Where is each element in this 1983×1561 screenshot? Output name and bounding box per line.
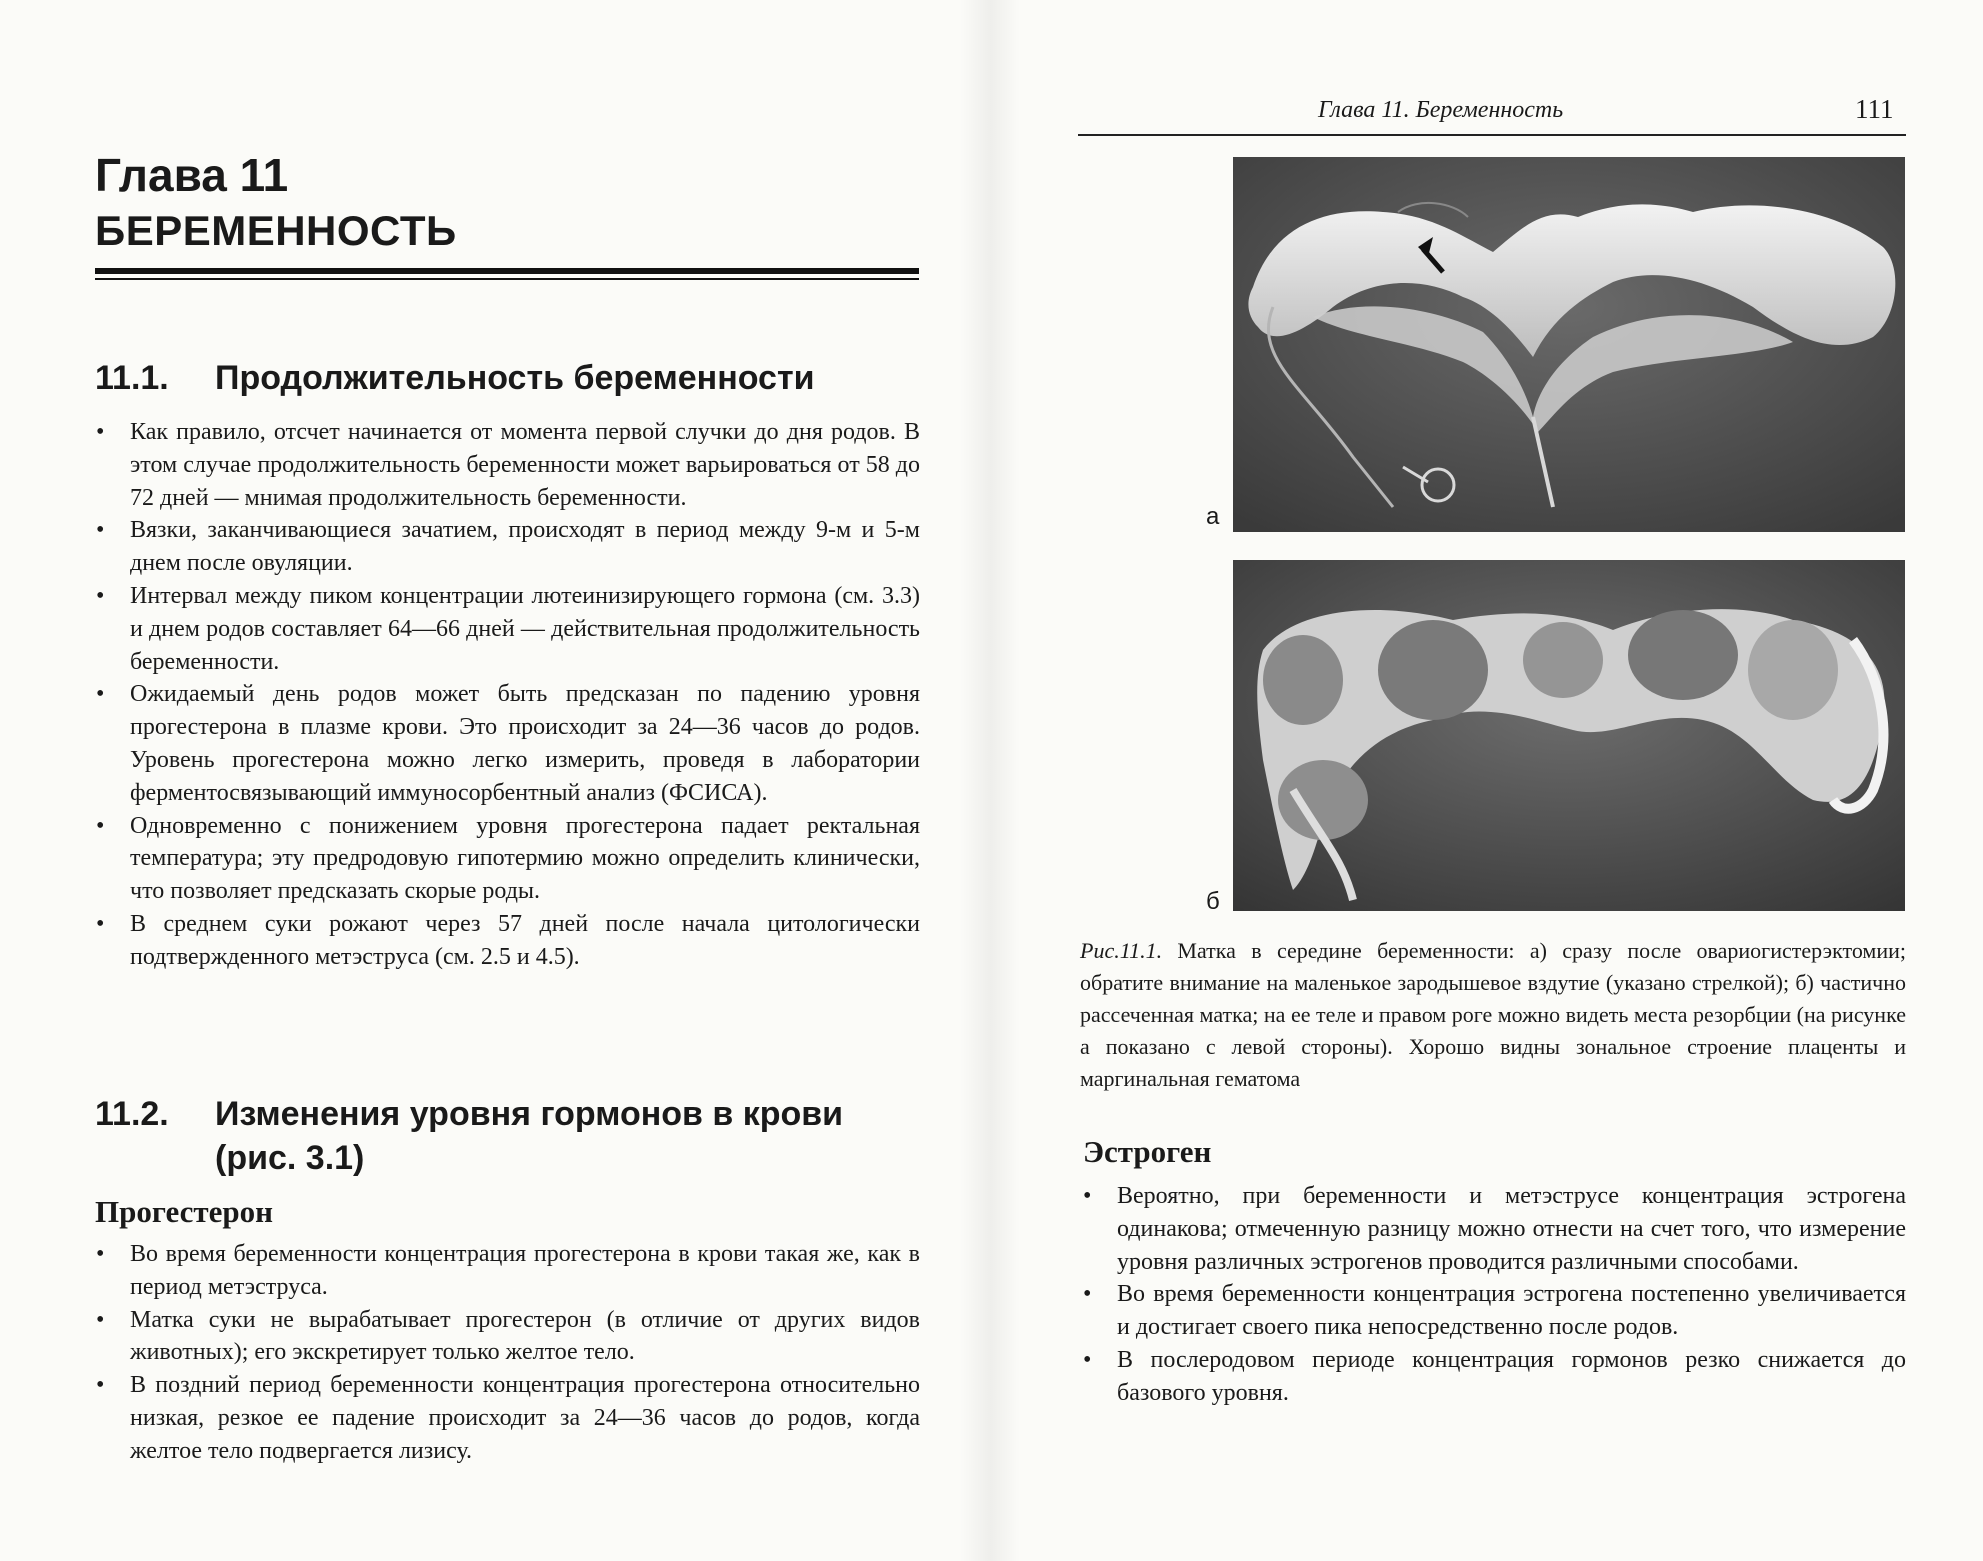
section-11-1-list [92, 416, 920, 974]
chapter-rule-thin [95, 278, 919, 280]
figure-photo-a [1233, 157, 1905, 532]
chapter-title: БЕРЕМЕННОСТЬ [95, 207, 457, 254]
list-item: • В послеродовом периоде концентрация гормонов резко снижается до базового уровня. [1079, 1344, 1906, 1410]
list-item: • Во время беременности концентрация прогестерона в крови такая же, как в период метэструса. [92, 1238, 920, 1304]
section-11-2-heading [95, 1092, 915, 1180]
progesterone-list [92, 1238, 920, 1468]
estrogen-list [1079, 1180, 1906, 1410]
panel-label-b: б [1206, 888, 1220, 915]
list-item: • В среднем суки рожают через 57 дней после начала цитологически подтвержденного метэструса (см. 2.5 и 4.5). [92, 908, 920, 974]
estrogen-heading: Эстроген [1083, 1134, 1212, 1169]
list-item: • Во время беременности концентрация эстрогена постепенно увеличивается и достигает своего пика непосредственно после родов. [1079, 1278, 1906, 1344]
section-number: 11.2. [95, 1095, 169, 1133]
caption-label: Рис.11.1. [1080, 938, 1163, 963]
figure-photo-b [1233, 560, 1905, 911]
running-head-rule [1078, 134, 1906, 136]
progesterone-heading: Прогестерон [95, 1194, 274, 1229]
list-item: • Как правило, отсчет начинается от момента первой случки до дня родов. В этом случае продолжительность беременности может варьироваться от 58 до 72 дней — мнимая продолжительность беременности. [92, 416, 920, 514]
chapter-number: Глава 11 [95, 149, 289, 201]
panel-label-a: а [1206, 503, 1220, 530]
list-item: • Вязки, заканчивающиеся зачатием, происходят в период между 9-м и 5-м днем после овуляции. [92, 514, 920, 580]
section-title: Изменения уровня гормонов в крови (рис. 3.1) [215, 1095, 844, 1177]
chapter-rule-thick [95, 268, 919, 274]
list-item: • Вероятно, при беременности и метэструсе концентрация эстрогена одинакова; отмеченную разницу можно отнести на счет того, что измерение уровня различных эстрогенов проводится различными способами. [1079, 1180, 1906, 1278]
list-item: • Ожидаемый день родов может быть предсказан по падению уровня прогестерона в плазме крови. Это происходит за 24—36 часов до родов. Уровень прогестерона можно легко измерить, проведя в лаборатории ферментосвязывающий иммуносорбентный анализ (ФСИСА). [92, 678, 920, 809]
section-11-1-heading [95, 356, 915, 400]
list-item: • Интервал между пиком концентрации лютеинизирующего гормона (см. 3.3) и днем родов составляет 64—66 дней — действительная продолжительность беременности. [92, 580, 920, 678]
figure-caption [1080, 935, 1906, 1095]
caption-text: Матка в середине беременности: а) сразу после овариогистерэктомии; обратите внимание на маленькое зародышевое вздутие (указано стрелкой); б) частично рассеченная матка; на ее теле и правом роге можно видеть места резорбции (на рисунке а показано с левой стороны). Хорошо видны зональное строение плаценты и маргинальная гематома [1080, 938, 1906, 1091]
running-head: Глава 11. Беременность [1318, 97, 1564, 123]
list-item: • Одновременно с понижением уровня прогестерона падает ректальная температура; эту предродовую гипотермию можно определить клинически, что позволяет предсказать скорые роды. [92, 810, 920, 908]
list-item: • В поздний период беременности концентрация прогестерона относительно низкая, резкое ее падение происходит за 24—36 часов до родов, когда желтое тело подвергается лизису. [92, 1369, 920, 1467]
section-title: Продолжительность беременности [215, 359, 815, 397]
book-gutter [960, 0, 1020, 1561]
section-number: 11.1. [95, 359, 169, 397]
list-item: • Матка суки не вырабатывает прогестерон (в отличие от других видов животных); его экскретирует только желтое тело. [92, 1304, 920, 1370]
page-number: 111 [1855, 94, 1894, 124]
